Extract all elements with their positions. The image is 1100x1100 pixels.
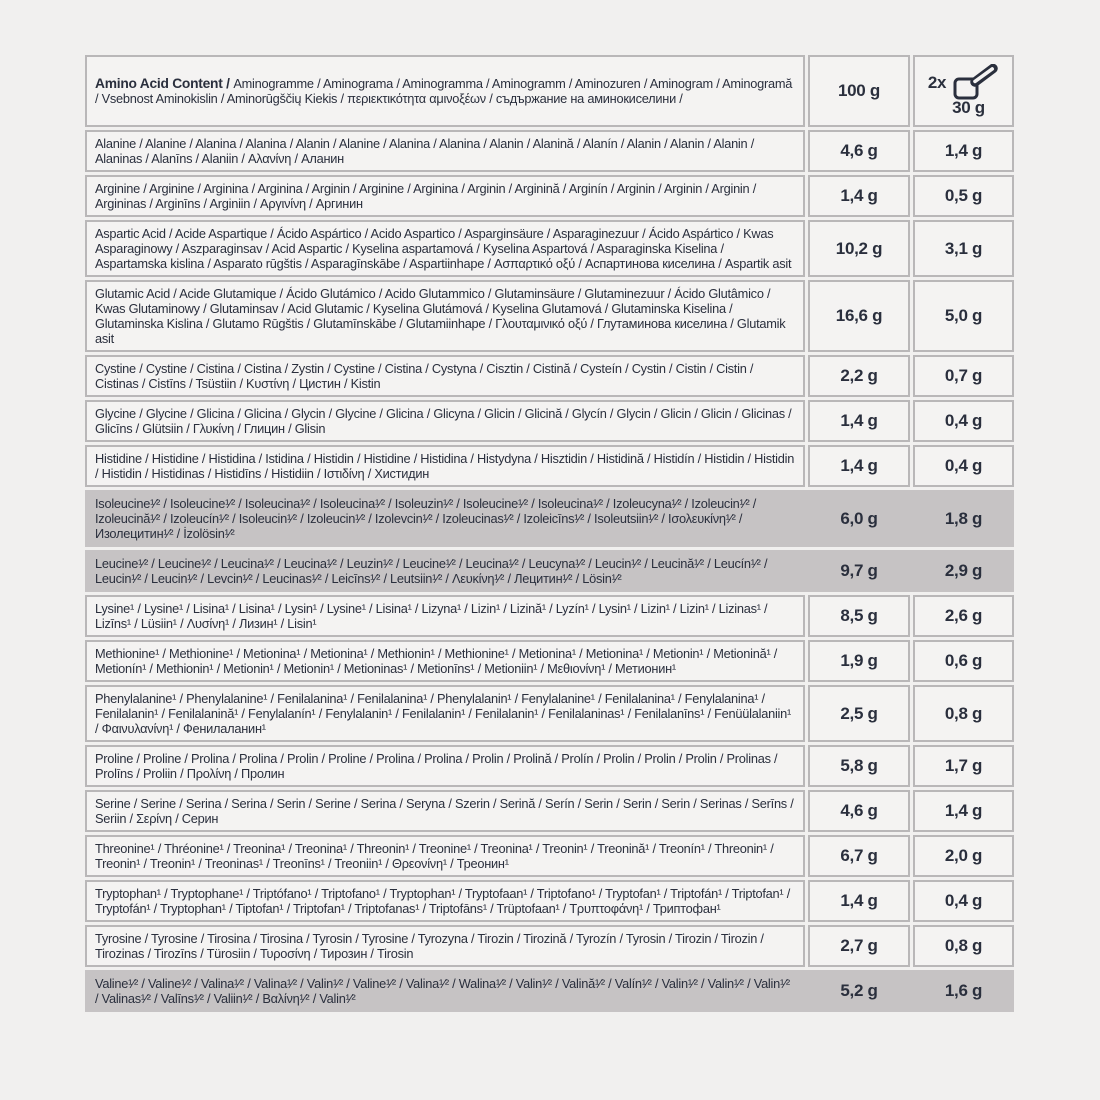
- header-title-rest: Aminogramme / Aminograma / Aminogramma / Aminogramm / Aminozuren / Aminogram / Aminogramă / Vsebnost Aminokislin / Aminorūgščių Kiekis / περιεκτικότητα αμινοξέων / съдържание на аминокиселини /: [95, 76, 793, 106]
- value-per-100g: 6,0 g: [840, 508, 878, 528]
- value-per-100g: 5,2 g: [840, 981, 878, 1000]
- value-per-2x30g: 0,5 g: [913, 175, 1014, 217]
- table-row-cystine: [85, 355, 1014, 397]
- serving-amount: 30 g: [952, 98, 985, 117]
- amino-acid-names: Phenylalanine¹ / Phenylalanine¹ / Fenilalanina¹ / Fenilalanina¹ / Phenylalanin¹ / Fenylalanine¹ / Fenilalanina¹ / Fenylalanina¹ / Fenilalanin¹ / Fenilalanină¹ / Fenylalanín¹ / Fenylalanin¹ / Fenilalanin¹ / Fenilalanin¹ / Fenilalaninas¹ / Fenilalanīns¹ / Fenüülalaniin¹ / Φαινυλανίνη¹ / Фенилаланин¹: [85, 685, 805, 742]
- table-header-row: [85, 55, 1014, 127]
- table-row-tryptophan: [85, 880, 1014, 922]
- table-row-serine: [85, 790, 1014, 832]
- value-per-100g: 1,9 g: [808, 640, 910, 682]
- amino-acid-names: Alanine / Alanine / Alanina / Alanina / Alanin / Alanine / Alanina / Alanina / Alanin / Alanină / Alanín / Alanin / Alanin / Alanin / Alaninas / Alanīns / Alaniin / Αλανίνη / Аланин: [85, 130, 805, 172]
- header-col-serving: [913, 55, 1014, 127]
- value-per-100g: 16,6 g: [808, 280, 910, 352]
- header-col-100g: 100 g: [808, 55, 910, 127]
- table-row-isoleucine: [85, 490, 1014, 547]
- value-per-2x30g: 0,8 g: [913, 685, 1014, 742]
- header-title-cell: [85, 55, 805, 127]
- value-per-100g: 2,5 g: [808, 685, 910, 742]
- value-per-2x30g: 1,6 g: [944, 981, 983, 1000]
- table-row-arginine: [85, 175, 1014, 217]
- table-row-glycine: [85, 400, 1014, 442]
- value-per-100g: 1,4 g: [808, 445, 910, 487]
- header-title: [95, 76, 795, 106]
- value-per-2x30g: 2,0 g: [913, 835, 1014, 877]
- amino-acid-names: Tryptophan¹ / Tryptophane¹ / Triptófano¹ / Triptofano¹ / Tryptophan¹ / Tryptofaan¹ / Triptofano¹ / Tryptofan¹ / Triptofán¹ / Triptofan¹ / Tryptofán¹ / Tryptophan¹ / Tiptofan¹ / Triptofan¹ / Triptofanas¹ / Triptofāns¹ / Trüptofaan¹ / Τρυπτοφάνη¹ / Триптофан¹: [85, 880, 805, 922]
- value-per-2x30g: 0,4 g: [913, 445, 1014, 487]
- header-title-bold: Amino Acid Content /: [95, 76, 234, 91]
- value-per-100g: 1,4 g: [808, 880, 910, 922]
- amino-acid-names: Aspartic Acid / Acide Aspartique / Ácido Aspártico / Acido Aspartico / Asparginsäure / Asparaginezuur / Ácido Aspártico / Kwas Asparaginowy / Aszparaginsav / Acid Aspartic / Kyselina aspartamová / Kyselina Aspartová / Asparaginska Kiselina / Aspartamska kislina / Asparato rūgštis / Asparagīnskābe / Aspartiinhape / Ασπαρτικό οξύ / Аспартинова киселина / Aspartik asit: [85, 220, 805, 277]
- amino-acid-names: Cystine / Cystine / Cistina / Cistina / Zystin / Cystine / Cistina / Cystyna / Cisztin / Cistină / Cysteín / Cystin / Cistin / Cistin / Cistinas / Cistīns / Tsüstiin / Κυστίνη / Цистин / Kistin: [85, 355, 805, 397]
- value-per-100g: 1,4 g: [808, 400, 910, 442]
- amino-acid-names: Proline / Proline / Prolina / Prolina / Prolin / Proline / Prolina / Prolina / Prolin / Prolină / Prolín / Prolin / Prolin / Prolin / Prolinas / Prolīns / Proliin / Προλίνη / Пролин: [85, 745, 805, 787]
- value-per-100g: 4,6 g: [808, 790, 910, 832]
- value-per-2x30g: 0,7 g: [913, 355, 1014, 397]
- amino-acid-names: Isoleucine¹⁄² / Isoleucine¹⁄² / Isoleucina¹⁄² / Isoleucina¹⁄² / Isoleuzin¹⁄² / Isoleucine¹⁄² / Isoleucina¹⁄² / Izoleucyna¹⁄² / Izoleucin¹⁄² / Izoleucină¹⁄² / Izoleucín¹⁄² / Isoleucin¹⁄² / Izoleucin¹⁄² / Izolevcin¹⁄² / Izoleucinas¹⁄² / Izoleicīns¹⁄² / Isoleutsiin¹⁄² / Ισολευκίνη¹⁄² / Изолецитин¹⁄² / İzolösin¹⁄²: [95, 496, 757, 541]
- value-per-2x30g: 5,0 g: [913, 280, 1014, 352]
- value-per-100g: 1,4 g: [808, 175, 910, 217]
- amino-acid-names: Arginine / Arginine / Arginina / Arginina / Arginin / Arginine / Arginina / Arginin / Arginină / Arginín / Arginin / Arginin / Arginin / Argininas / Arginīns / Arginiin / Αργινίνη / Аргинин: [85, 175, 805, 217]
- value-per-2x30g: 1,7 g: [913, 745, 1014, 787]
- value-per-2x30g: 0,4 g: [913, 880, 1014, 922]
- amino-acid-names: Lysine¹ / Lysine¹ / Lisina¹ / Lisina¹ / Lysin¹ / Lysine¹ / Lisina¹ / Lizyna¹ / Lizin¹ / Lizină¹ / Lyzín¹ / Lysin¹ / Lizin¹ / Lizin¹ / Lizinas¹ / Lizīns¹ / Lüsiin¹ / Λυσίνη¹ / Лизин¹ / Lisin¹: [85, 595, 805, 637]
- table-row-phenylalanine: [85, 685, 1014, 742]
- table-row-alanine: [85, 130, 1014, 172]
- value-per-100g: 10,2 g: [808, 220, 910, 277]
- amino-acid-names: Valine¹⁄² / Valine¹⁄² / Valina¹⁄² / Valina¹⁄² / Valin¹⁄² / Valine¹⁄² / Valina¹⁄² / Walina¹⁄² / Valin¹⁄² / Valină¹⁄² / Valín¹⁄² / Valin¹⁄² / Valin¹⁄² / Valin¹⁄² / Valinas¹⁄² / Valīns¹⁄² / Valiin¹⁄² / Βαλίνη¹⁄² / Valin¹⁄²: [95, 976, 790, 1006]
- value-per-100g: 5,8 g: [808, 745, 910, 787]
- value-per-2x30g: 1,4 g: [913, 130, 1014, 172]
- amino-acid-names: Tyrosine / Tyrosine / Tirosina / Tirosina / Tyrosin / Tyrosine / Tyrozyna / Tirozin / Tirozină / Tyrozín / Tyrosin / Tirozin / Tirozin / Tirozinas / Tirozīns / Türosiin / Τυροσίνη / Тирозин / Tirosin: [85, 925, 805, 967]
- value-per-100g: 4,6 g: [808, 130, 910, 172]
- value-per-2x30g: 1,4 g: [913, 790, 1014, 832]
- table-row-leucine: [85, 550, 1014, 592]
- value-per-100g: 2,7 g: [808, 925, 910, 967]
- value-per-2x30g: 0,4 g: [913, 400, 1014, 442]
- amino-acid-names: Glutamic Acid / Acide Glutamique / Ácido Glutámico / Acido Glutammico / Glutaminsäure / Glutaminezuur / Ácido Glutâmico / Kwas Glutaminowy / Glutaminsav / Acid Glutamic / Kyselina Glutámová / Kyselina Glutamová / Glutaminska Kiselina / Glutaminska Kislina / Glutamo Rūgštis / Glutamīnskābe / Glutamiinhape / Γλουταμινικό οξύ / Глутаминова киселина / Glutamik asit: [85, 280, 805, 352]
- table-row-tyrosine: [85, 925, 1014, 967]
- amino-acid-names: Leucine¹⁄² / Leucine¹⁄² / Leucina¹⁄² / Leucina¹⁄² / Leuzin¹⁄² / Leucine¹⁄² / Leucina¹⁄² / Leucyna¹⁄² / Leucin¹⁄² / Leucină¹⁄² / Leucín¹⁄² / Leucin¹⁄² / Leucin¹⁄² / Levcin¹⁄² / Leucinas¹⁄² / Leicīns¹⁄² / Leutsiin¹⁄² / Λευκίνη¹⁄² / Лецитин¹⁄² / Lösin¹⁄²: [95, 556, 768, 586]
- table-row-threonine: [85, 835, 1014, 877]
- value-per-2x30g: 1,8 g: [944, 508, 983, 528]
- table-row-aspartic-acid: [85, 220, 1014, 277]
- amino-acid-names: Threonine¹ / Thréonine¹ / Treonina¹ / Treonina¹ / Threonin¹ / Treonine¹ / Treonina¹ / Treonin¹ / Treonină¹ / Treonín¹ / Threonin¹ / Treonin¹ / Treonin¹ / Treoninas¹ / Treonīns¹ / Treoniin¹ / Θρεονίνη¹ / Треонин¹: [85, 835, 805, 877]
- table-row-methionine: [85, 640, 1014, 682]
- amino-acid-table: [85, 55, 1014, 1012]
- amino-acid-names: Serine / Serine / Serina / Serina / Serin / Serine / Serina / Seryna / Szerin / Serină / Serín / Serin / Serin / Serin / Serinas / Serīns / Seriin / Σερίνη / Серин: [85, 790, 805, 832]
- serving-multiplier: 2x: [927, 72, 947, 92]
- serving-header-group: [928, 64, 999, 101]
- table-row-proline: [85, 745, 1014, 787]
- value-per-100g: 6,7 g: [808, 835, 910, 877]
- value-per-2x30g: 3,1 g: [913, 220, 1014, 277]
- amino-acid-names: Methionine¹ / Methionine¹ / Metionina¹ / Metionina¹ / Methionin¹ / Methionine¹ / Metionina¹ / Metionina¹ / Metionin¹ / Metionină¹ / Metionín¹ / Methionin¹ / Metionin¹ / Metionin¹ / Metioninas¹ / Metionīns¹ / Metioniin¹ / Μεθιονίνη¹ / Метионин¹: [85, 640, 805, 682]
- table-row-lysine: [85, 595, 1014, 637]
- table-row-valine: [85, 970, 1014, 1012]
- value-per-2x30g: 2,6 g: [913, 595, 1014, 637]
- value-per-100g: 8,5 g: [808, 595, 910, 637]
- amino-acid-names: Histidine / Histidine / Histidina / Istidina / Histidin / Histidine / Histidina / Histydyna / Hisztidin / Histidină / Histidín / Histidin / Histidin / Histidin / Histidinas / Histidīns / Histidiin / Ιστιδίνη / Хистидин: [85, 445, 805, 487]
- value-per-2x30g: 0,6 g: [913, 640, 1014, 682]
- scoop-icon: [951, 64, 999, 101]
- value-per-2x30g: 2,9 g: [944, 561, 983, 580]
- table-row-glutamic-acid: [85, 280, 1014, 352]
- value-per-100g: 9,7 g: [840, 561, 878, 580]
- amino-acid-names: Glycine / Glycine / Glicina / Glicina / Glycin / Glycine / Glicina / Glicyna / Glicin / Glicină / Glycín / Glycin / Glicin / Glicin / Glicinas / Glicīns / Glütsiin / Γλυκίνη / Глицин / Glisin: [85, 400, 805, 442]
- value-per-2x30g: 0,8 g: [913, 925, 1014, 967]
- value-per-100g: 2,2 g: [808, 355, 910, 397]
- table-row-histidine: [85, 445, 1014, 487]
